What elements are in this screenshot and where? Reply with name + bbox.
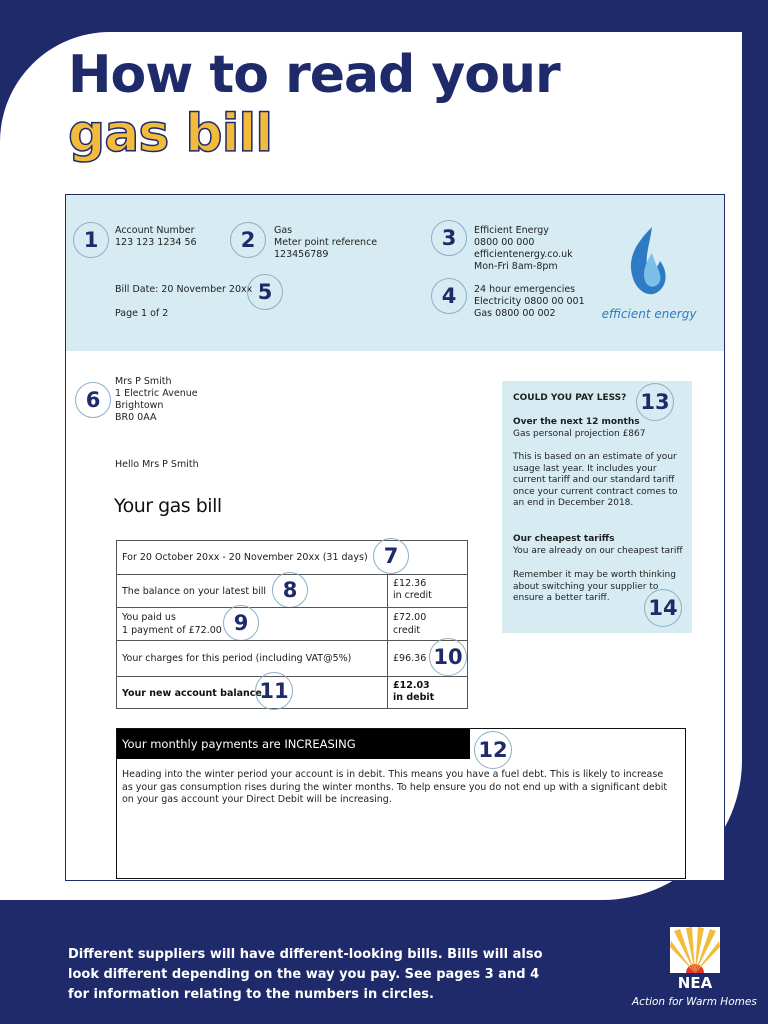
supplier-block [474, 225, 573, 273]
marker-10: 10 [429, 638, 467, 676]
bill-date: Bill Date: 20 November 20xx [115, 284, 253, 295]
balance-amount [393, 578, 432, 602]
balance-value: £12.36 [393, 578, 427, 589]
page-title [68, 45, 560, 164]
account-block [115, 225, 197, 249]
new-balance-label: Your new account balance [122, 688, 262, 699]
meter-value: 123456789 [274, 249, 329, 260]
pay-less-projection: Gas personal projection £867 [513, 429, 646, 439]
greeting: Hello Mrs P Smith [115, 459, 199, 470]
nea-tagline: Action for Warm Homes [632, 996, 757, 1008]
marker-4: 4 [431, 278, 467, 314]
pay-less-panel [502, 381, 692, 633]
nea-label: NEA [670, 973, 720, 993]
paid-amount [393, 612, 426, 637]
tariffs-title: Our cheapest tariffs [513, 534, 615, 544]
paid-label-1: You paid us [122, 612, 176, 623]
marker-12: 12 [474, 731, 512, 769]
meter-block [274, 225, 377, 261]
supplier-web: efficientenergy.co.uk [474, 249, 573, 260]
marker-8: 8 [272, 572, 308, 608]
marker-11: 11 [255, 672, 293, 710]
supplier-logo [594, 223, 704, 329]
page-info: Page 1 of 2 [115, 308, 169, 319]
marker-5: 5 [247, 274, 283, 310]
monthly-text: Heading into the winter period your account is in debit. This means you have a fuel debt. This is likely to increase as your gas consumption rises during the winter months. To help ensure you do not end up with a significant debit on your gas account your Direct Debit will be increasing. [122, 769, 668, 805]
balance-status: in credit [393, 590, 432, 601]
emergency-title: 24 hour emergencies [474, 284, 576, 295]
marker-14: 14 [644, 589, 682, 627]
monthly-heading: Your monthly payments are INCREASING [117, 729, 470, 759]
address-line1: 1 Electric Avenue [115, 388, 198, 399]
customer-address [115, 376, 198, 424]
charges-row-paid [116, 607, 468, 640]
flame-icon [594, 223, 704, 307]
marker-9: 9 [223, 605, 259, 641]
paid-status: credit [393, 624, 421, 636]
supplier-name: Efficient Energy [474, 225, 549, 236]
title-line-2: gas bill [68, 103, 273, 164]
title-line-1: How to read your [68, 45, 560, 105]
charges-value: £96.36 [393, 653, 427, 664]
address-name: Mrs P Smith [115, 376, 172, 387]
pay-less-para1: This is based on an estimate of your usage last year. It includes your current tariff and our standard tariff once your current contract comes to an end in December 2018. [513, 452, 678, 508]
account-label: Account Number [115, 225, 195, 236]
new-balance-value: £12.03 [393, 680, 430, 691]
nea-logo [668, 925, 722, 995]
monthly-payments-box [116, 728, 686, 879]
address-postcode: BR0 0AA [115, 412, 157, 423]
paid-label-2: 1 payment of £72.00 [122, 624, 222, 636]
marker-3: 3 [431, 220, 467, 256]
sun-rays-icon [670, 927, 720, 973]
address-line2: Brightown [115, 400, 164, 411]
pay-less-title: COULD YOU PAY LESS? [513, 393, 627, 403]
balance-label: The balance on your latest bill [122, 586, 267, 597]
bill-header [66, 195, 724, 351]
paid-value: £72.00 [393, 612, 427, 623]
logo-text: efficient energy [601, 307, 697, 321]
marker-2: 2 [230, 222, 266, 258]
tariffs-text: You are already on our cheapest tariff [513, 546, 683, 556]
marker-13: 13 [636, 383, 674, 421]
section-title: Your gas bill [114, 495, 222, 517]
gas-label: Gas [274, 225, 293, 236]
charges-row-period [116, 540, 468, 574]
new-balance-status: in debit [393, 692, 435, 703]
sample-bill [65, 194, 725, 881]
meter-label: Meter point reference [274, 237, 378, 248]
period-text: For 20 October 20xx - 20 November 20xx (31 days) [122, 552, 368, 563]
footer-text: Different suppliers will have different-looking bills. Bills will also look different depending on the way you pay. See pages 3 and 4 for information relating to the numbers in circles. [68, 947, 543, 1002]
marker-7: 7 [373, 538, 409, 574]
account-value: 123 123 1234 56 [115, 237, 197, 248]
pay-less-subtitle: Over the next 12 months [513, 417, 640, 427]
paid-label [122, 612, 222, 637]
supplier-phone: 0800 00 000 [474, 237, 535, 248]
charges-row-period-charges [116, 640, 468, 676]
supplier-hours: Mon-Fri 8am-8pm [474, 261, 558, 272]
new-balance-amount [393, 680, 434, 704]
emergency-block [474, 284, 585, 320]
emergency-electricity: Electricity 0800 00 001 [474, 296, 585, 307]
pay-less-para2: Remember it may be worth thinking about switching your supplier to ensure a better tariff. [513, 570, 676, 603]
marker-1: 1 [73, 222, 109, 258]
charges-label: Your charges for this period (including VAT@5%) [122, 653, 352, 664]
emergency-gas: Gas 0800 00 002 [474, 308, 556, 319]
marker-6: 6 [75, 382, 111, 418]
